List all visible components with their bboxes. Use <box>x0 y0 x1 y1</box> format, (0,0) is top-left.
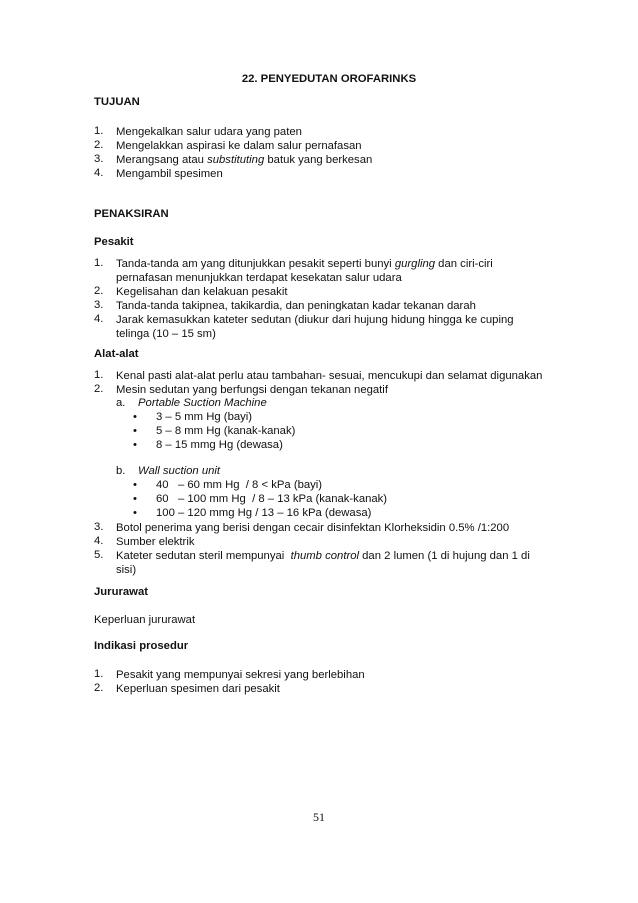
sublist-item: Wall suction unit <box>138 465 221 477</box>
list-number: 3. <box>94 299 104 311</box>
bullet-item: 60 – 100 mm Hg / 8 – 13 kPa (kanak-kanak) <box>156 493 388 505</box>
bullet-item: 100 – 120 mmg Hg / 13 – 16 kPa (dewasa) <box>156 507 372 519</box>
list-item: Tanda-tanda am yang ditunjukkan pesakit seperti bunyi gurgling dan ciri-ciri pernafasan menunjukkan terdapat kesekatan salur udara <box>116 258 493 284</box>
emphasis-text: thumb control <box>290 550 360 562</box>
list-item: Mengelakkan aspirasi ke dalam salur pernafasan <box>116 140 362 152</box>
list-item: Merangsang atau substituting batuk yang berkesan <box>116 154 373 166</box>
bullet-icon: • <box>133 479 137 491</box>
bullet-item: 40 – 60 mm Hg / 8 < kPa (bayi) <box>156 479 323 491</box>
list-item: Pesakit yang mempunyai sekresi yang berlebihan <box>116 669 365 681</box>
list-number: 1. <box>94 369 104 381</box>
list-number: 2. <box>94 383 104 395</box>
list-number: 2. <box>94 285 104 297</box>
list-number: 5. <box>94 549 104 561</box>
list-item: Mesin sedutan yang berfungsi dengan tekanan negatif <box>116 384 388 396</box>
bullet-icon: • <box>133 493 137 505</box>
list-item: Jarak kemasukkan kateter sedutan (diukur dari hujung hidung hingga ke cuping telinga (10 – 15 sm) <box>116 314 514 340</box>
list-number: 3. <box>94 153 104 165</box>
sublist-item: Portable Suction Machine <box>138 397 267 409</box>
list-number: 4. <box>94 167 104 179</box>
list-number: 1. <box>94 125 104 137</box>
bullet-item: 5 – 8 mm Hg (kanak-kanak) <box>156 425 296 437</box>
bullet-icon: • <box>133 507 137 519</box>
bullet-icon: • <box>133 411 137 423</box>
bullet-icon: • <box>133 425 137 437</box>
subheading-jururawat: Jururawat <box>94 586 148 598</box>
list-number: 4. <box>94 535 104 547</box>
list-item: Tanda-tanda takipnea, takikardia, dan peningkatan kadar tekanan darah <box>116 300 476 312</box>
list-number: 1. <box>94 257 104 269</box>
section-heading-penaksiran: PENAKSIRAN <box>94 208 169 220</box>
page-title: 22. PENYEDUTAN OROFARINKS <box>241 73 417 85</box>
list-item: Kateter sedutan steril mempunyai thumb control dan 2 lumen (1 di hujung dan 1 di sisi) <box>116 550 530 576</box>
list-number: 3. <box>94 521 104 533</box>
bullet-icon: • <box>133 439 137 451</box>
paragraph-text: Keperluan jururawat <box>94 614 196 626</box>
list-item: Keperluan spesimen dari pesakit <box>116 683 280 695</box>
list-item: Kegelisahan dan kelakuan pesakit <box>116 286 288 298</box>
list-item: Mengekalkan salur udara yang paten <box>116 126 302 138</box>
bullet-item: 3 – 5 mm Hg (bayi) <box>156 411 253 423</box>
emphasis-text: substituting <box>207 154 265 166</box>
subheading-pesakit: Pesakit <box>94 236 134 248</box>
list-item: Botol penerima yang berisi dengan cecair disinfektan Klorheksidin 0.5% /1:200 <box>116 522 510 534</box>
list-item: Sumber elektrik <box>116 536 195 548</box>
emphasis-text: gurgling <box>394 258 436 270</box>
bullet-item: 8 – 15 mmg Hg (dewasa) <box>156 439 283 451</box>
list-number: 2. <box>94 139 104 151</box>
list-number: 1. <box>94 668 104 680</box>
page-number: 51 <box>313 810 325 824</box>
subheading-indikasi-prosedur: Indikasi prosedur <box>94 640 189 652</box>
list-item: Mengambil spesimen <box>116 168 223 180</box>
list-item: Kenal pasti alat-alat perlu atau tambahan- sesuai, mencukupi dan selamat digunakan <box>116 370 543 382</box>
subheading-alat-alat: Alat-alat <box>94 348 139 360</box>
sublist-label: b. <box>116 465 126 477</box>
list-number: 4. <box>94 313 104 325</box>
list-number: 2. <box>94 682 104 694</box>
section-heading-tujuan: TUJUAN <box>94 96 140 108</box>
sublist-label: a. <box>116 397 126 409</box>
